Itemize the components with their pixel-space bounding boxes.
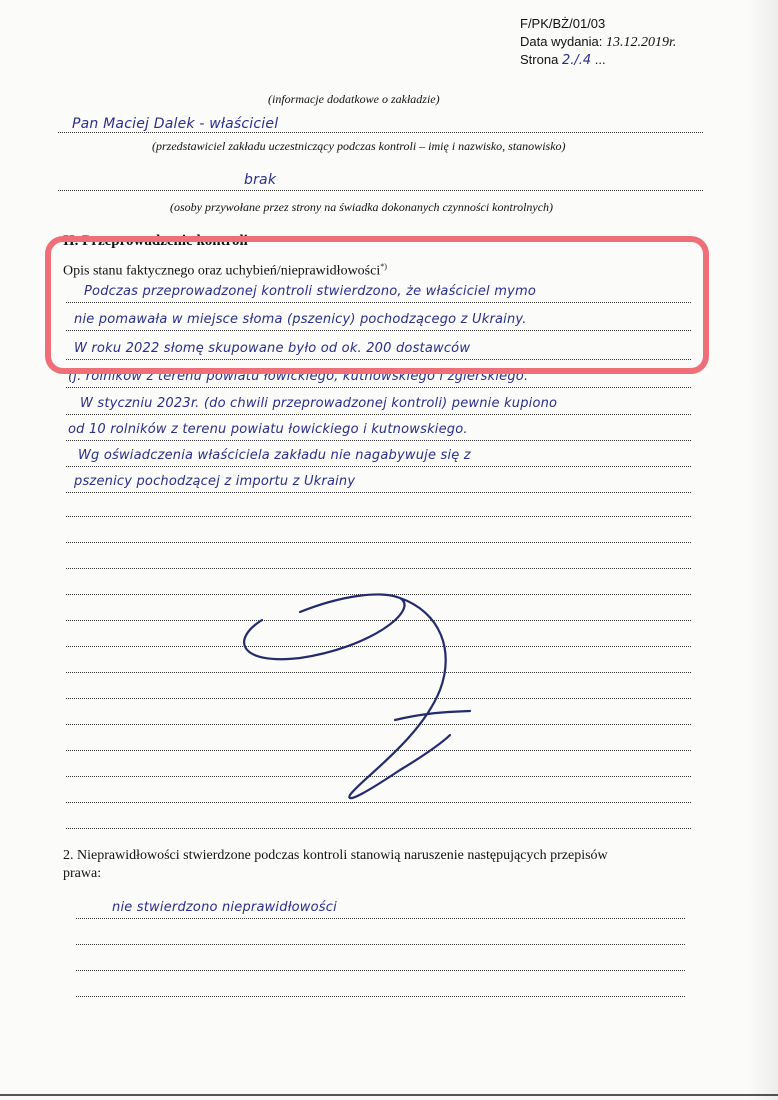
handwritten-line-3: W roku 2022 słomę skupowane było od ok. 200 dostawców xyxy=(74,341,471,356)
item2-line-4 xyxy=(76,996,685,997)
desc-line-16 xyxy=(66,698,691,699)
desc-line-12 xyxy=(66,594,691,595)
section-heading: II. Przeprowadzenie kontroli xyxy=(63,233,248,249)
desc-line-20 xyxy=(66,802,691,803)
page-number-row xyxy=(520,51,606,69)
item2-handwritten: nie stwierdzono nieprawidłowości xyxy=(112,900,337,915)
witness-line xyxy=(58,190,703,191)
page-label: Strona xyxy=(520,52,559,67)
desc-line-5 xyxy=(66,414,691,415)
representative-value: Pan Maciej Dalek - właściciel xyxy=(72,116,279,132)
item2-line-2 xyxy=(76,944,685,945)
handwritten-line-2: nie pomawała w miejsce słoma (pszenicy) pochodzącego z Ukrainy. xyxy=(74,312,527,327)
handwritten-line-1: Podczas przeprowadzonej kontroli stwierdzono, że właściciel mymo xyxy=(84,284,536,299)
handwritten-line-4: (j. rolników z terenu powiatu łowickiego, kutnowskiego i zgierskiego. xyxy=(68,369,529,384)
establishment-info-caption: (informacje dodatkowe o zakładzie) xyxy=(268,92,440,106)
desc-line-8 xyxy=(66,492,691,493)
desc-line-18 xyxy=(66,750,691,751)
witness-caption: (osoby przywołane przez strony na świadka dokonanych czynności kontrolnych) xyxy=(170,200,554,214)
representative-caption: (przedstawiciel zakładu uczestniczący podczas kontroli – imię i nazwisko, stanowisko) xyxy=(152,139,566,153)
desc-line-10 xyxy=(66,542,691,543)
issue-date-row xyxy=(520,33,676,51)
representative-line xyxy=(58,132,703,133)
page-fill: ... xyxy=(594,52,606,67)
handwritten-line-8: pszenicy pochodzącej z importu z Ukrainy xyxy=(74,474,356,489)
desc-line-6 xyxy=(66,440,691,441)
desc-line-15 xyxy=(66,672,691,673)
desc-line-21 xyxy=(66,828,691,829)
item2-text-line1: 2. Nieprawidłowości stwierdzone podczas kontroli stanowią naruszenie następujących przepisów xyxy=(63,848,608,863)
description-label-text: Opis stanu faktycznego oraz uchybień/nieprawidłowości xyxy=(63,263,381,279)
form-code: F/PK/BŻ/01/03 xyxy=(520,16,606,31)
desc-line-11 xyxy=(66,568,691,569)
desc-line-19 xyxy=(66,776,691,777)
page-value: 2./.4 xyxy=(561,53,592,68)
footnote-mark: *) xyxy=(380,262,387,271)
desc-line-13 xyxy=(66,620,691,621)
desc-line-7 xyxy=(66,466,691,467)
bottom-rule xyxy=(0,1094,778,1096)
desc-line-4 xyxy=(66,387,691,388)
highlight-box xyxy=(45,236,709,374)
item2-text-line2: prawa: xyxy=(63,866,102,881)
desc-line-14 xyxy=(66,646,691,647)
page-edge-shadow xyxy=(748,0,778,1100)
handwritten-line-5: W styczniu 2023r. (do chwili przeprowadzonej kontroli) pewnie kupiono xyxy=(80,396,558,411)
item2-line-1 xyxy=(76,918,685,919)
desc-line-9 xyxy=(66,516,691,517)
desc-line-17 xyxy=(66,724,691,725)
issue-date-label: Data wydania: xyxy=(520,34,603,49)
item2-line-3 xyxy=(76,970,685,971)
handwritten-line-7: Wg oświadczenia właściciela zakładu nie nagabywuje się z xyxy=(78,448,471,463)
handwritten-line-6: od 10 rolników z terenu powiatu łowickiego i kutnowskiego. xyxy=(68,422,468,437)
issue-date-value: 13.12.2019r. xyxy=(606,35,677,50)
witness-value: brak xyxy=(244,172,277,188)
